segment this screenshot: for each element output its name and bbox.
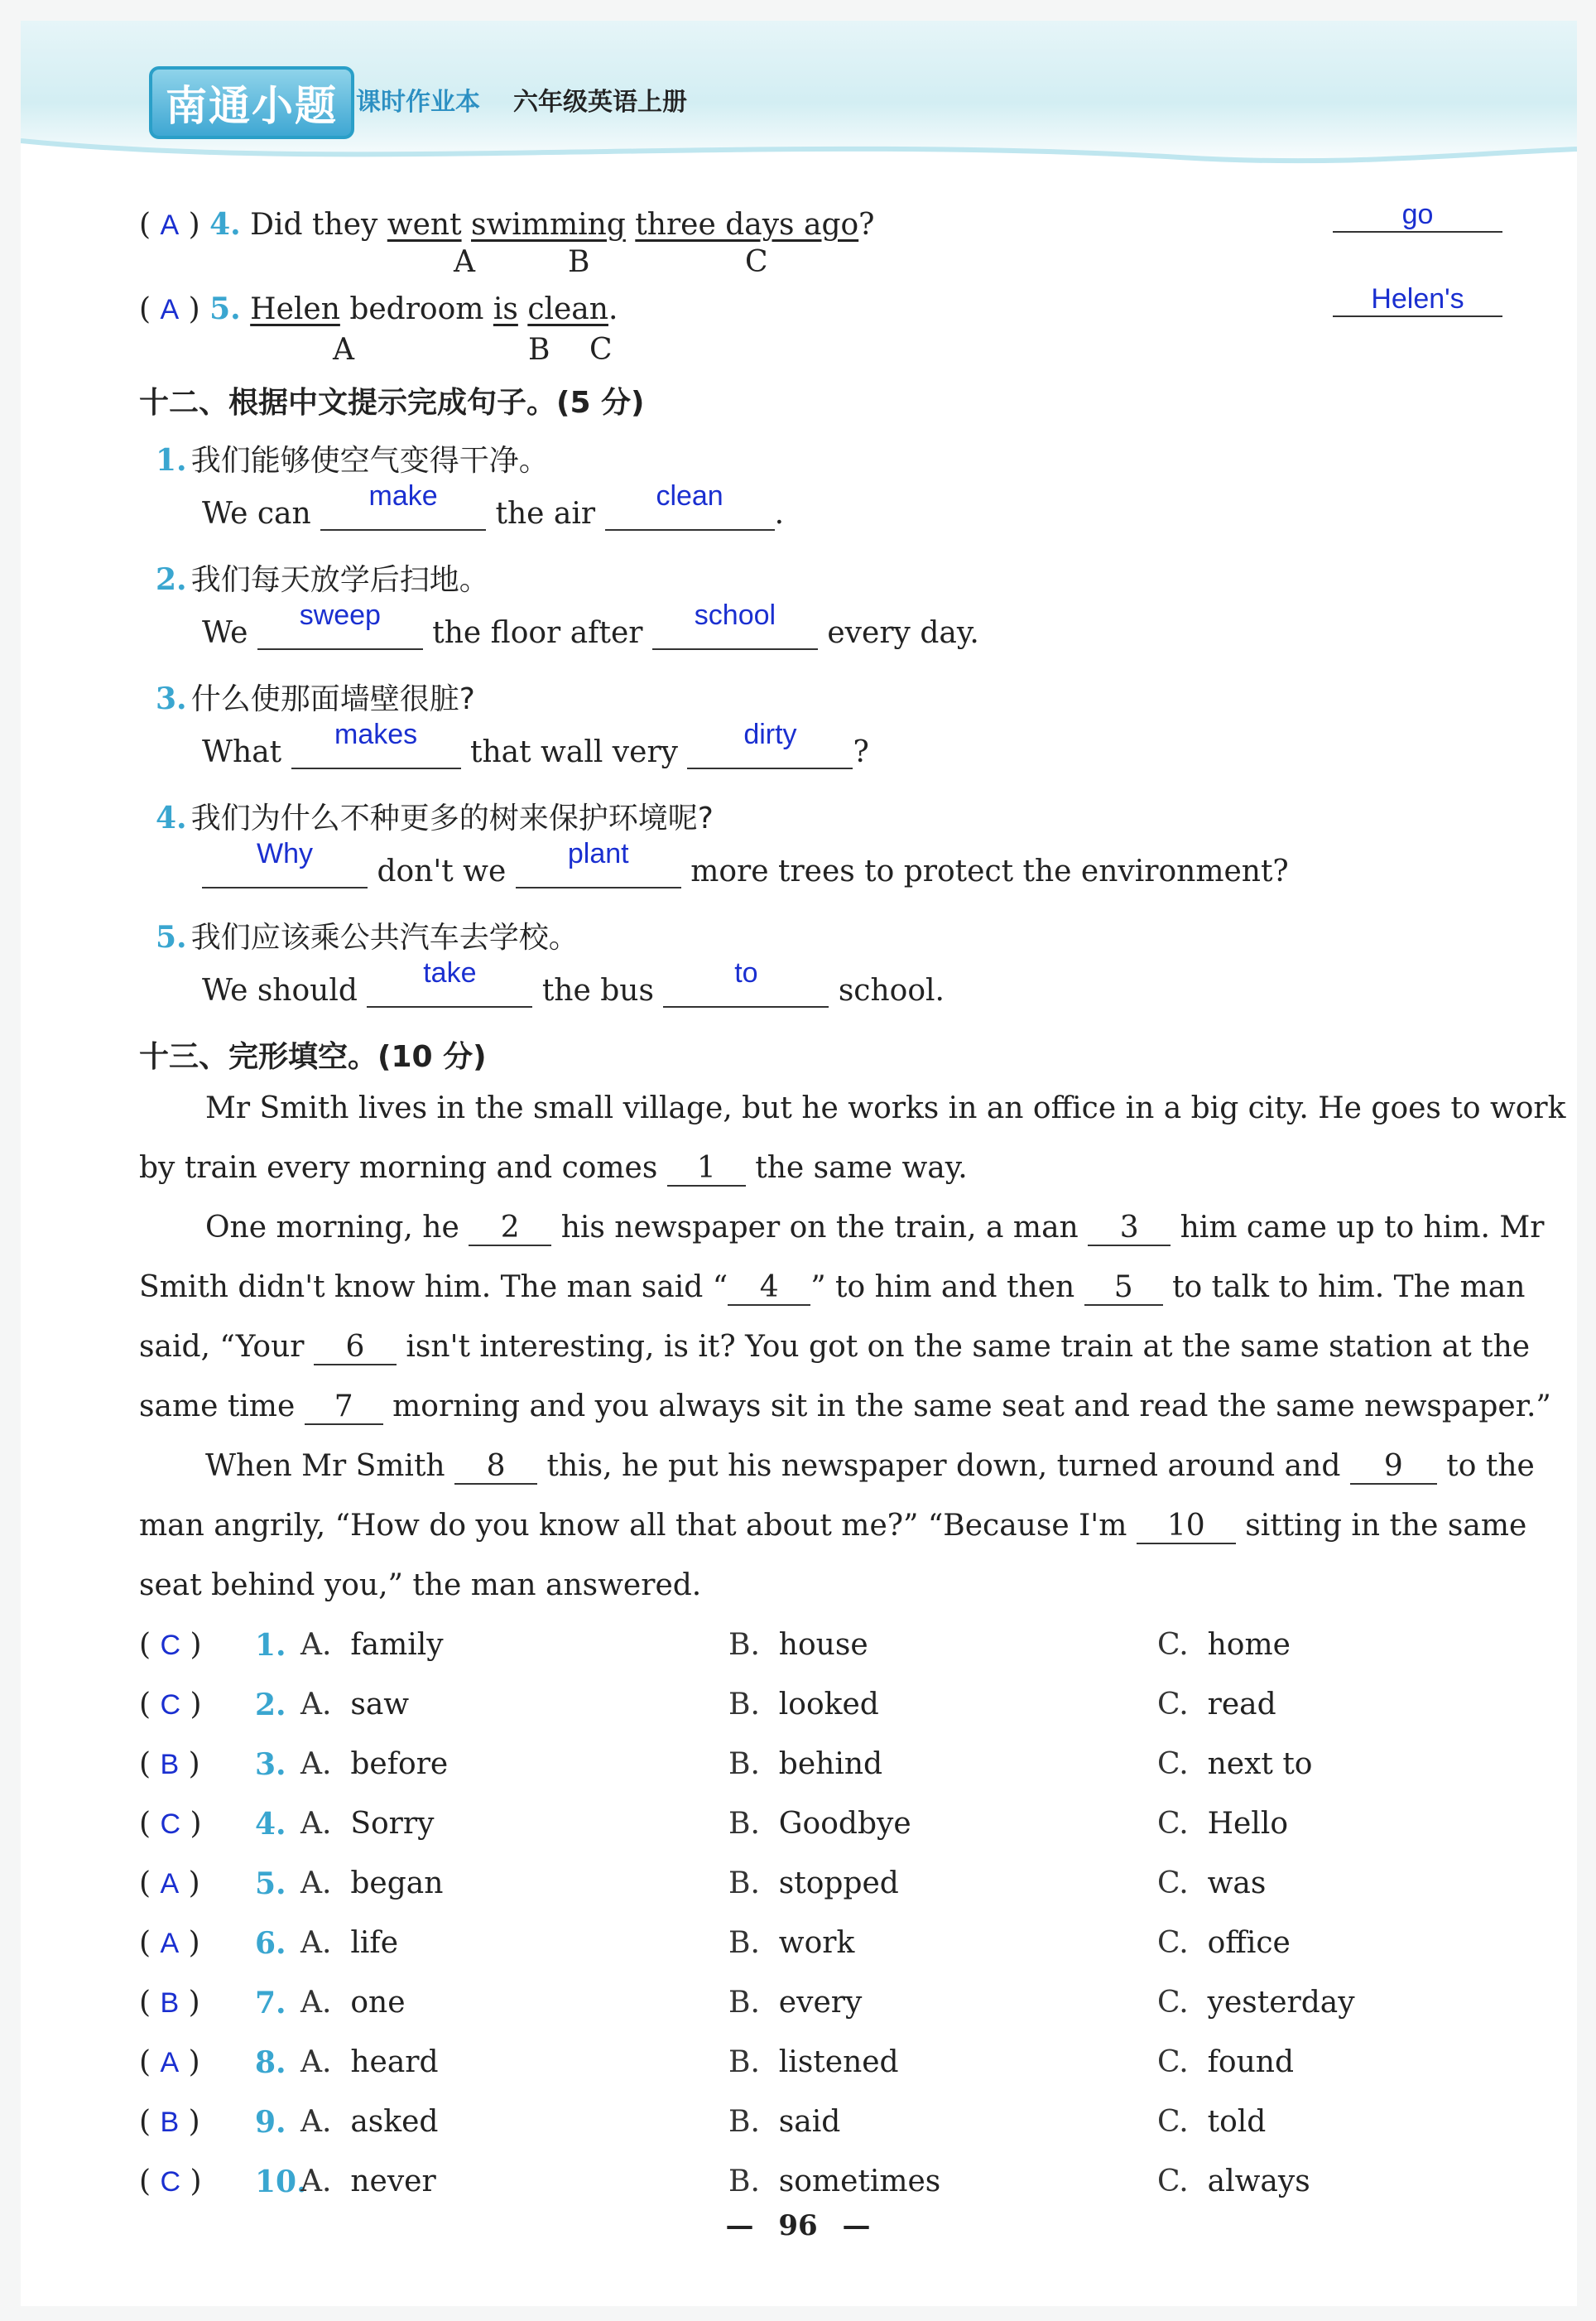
option-row: [139, 1628, 1513, 1678]
option-text: looked: [778, 1688, 879, 1721]
space: [626, 208, 635, 242]
chinese-prompt: 我们为什么不种更多的树来保护环境呢?: [190, 802, 714, 835]
option-label: B.: [728, 1986, 760, 2020]
cloze-blank: 7: [305, 1390, 383, 1425]
sentence-text: We can: [202, 497, 311, 531]
dash: —: [842, 2209, 871, 2242]
item-number: 5.: [156, 920, 187, 955]
option-label: A.: [300, 1747, 332, 1781]
logo: [149, 66, 354, 139]
header-title: 六年级英语上册: [513, 88, 687, 117]
item-number: 5.: [209, 291, 241, 326]
text: isn't interesting, is it? You got on the same train at the same station at the: [406, 1330, 1531, 1364]
option-label: C.: [1157, 1688, 1189, 1721]
answer: sweep: [299, 600, 381, 631]
blank: [320, 480, 486, 531]
sentence-text: that wall very: [470, 735, 678, 769]
sentence-text: don't we: [377, 855, 507, 888]
option-text: was: [1207, 1866, 1267, 1900]
answer-paren: ( B ): [139, 1986, 200, 2020]
cloze-blank: 1: [667, 1152, 746, 1187]
text: this, he put his newspaper down, turned around and: [546, 1449, 1341, 1483]
sentence-text: bedroom: [339, 292, 493, 326]
sentence-text: school.: [838, 974, 945, 1008]
sentence-text: the floor after: [432, 616, 643, 650]
text: sitting in the same: [1245, 1509, 1527, 1543]
option-text: home: [1207, 1628, 1291, 1662]
option-label: A.: [300, 2045, 332, 2079]
cloze-blank: 10: [1137, 1510, 1236, 1544]
option-text: began: [350, 1866, 444, 1900]
text: to talk to him. The man: [1172, 1270, 1526, 1304]
option-text: house: [778, 1628, 868, 1662]
answer-paren: ( C ): [139, 1628, 202, 1662]
cloze-line: Mr Smith lives in the small village, but he works in an office in a big city. He goes to work: [205, 1091, 1566, 1125]
label-c: C: [589, 333, 613, 367]
option-label: C.: [1157, 2045, 1189, 2079]
option-row: [139, 2105, 1513, 2155]
underlined-b: swimming: [471, 208, 626, 242]
option-b: [728, 2045, 899, 2079]
cloze-line: [139, 1270, 1525, 1306]
header-subtitle: 课时作业本: [356, 88, 480, 117]
s12-item-4-en: [202, 838, 1289, 888]
option-label: A.: [300, 1986, 332, 2020]
item-number: 5.: [255, 1866, 286, 1901]
option-text: one: [350, 1986, 406, 2020]
option-text: every: [778, 1986, 863, 2020]
option-label: A.: [300, 2105, 332, 2139]
blank: [291, 719, 461, 769]
answer-paren: ( B ): [139, 1747, 200, 1781]
logo-text: 南通小题: [166, 82, 338, 130]
option-a: [300, 2165, 436, 2198]
option-text: told: [1207, 2105, 1267, 2139]
item-number: 2.: [156, 562, 187, 597]
option-c: [1157, 2105, 1266, 2139]
option-label: C.: [1157, 1747, 1189, 1781]
answer: to: [734, 957, 758, 989]
answer: C: [160, 1808, 181, 1840]
item-number: 7.: [255, 1986, 286, 2020]
option-label: C.: [1157, 1986, 1189, 2020]
option-text: Sorry: [350, 1807, 435, 1841]
space: [462, 208, 471, 242]
label-c: C: [745, 245, 768, 279]
option-label: A.: [300, 2165, 332, 2198]
answer-paren: ( C ): [139, 1688, 202, 1721]
item-number: 4.: [209, 207, 241, 242]
option-label: B.: [728, 1688, 760, 1721]
error-item-4: ( A ) 4. Did they went swimming three days ago?: [139, 207, 875, 242]
item-number: 8.: [255, 2045, 286, 2080]
option-label: B.: [728, 1807, 760, 1841]
sentence-text: Did they: [250, 208, 387, 242]
option-label: C.: [1157, 1807, 1189, 1841]
answer: dirty: [743, 719, 797, 750]
option-text: always: [1207, 2165, 1310, 2198]
underlined-a: went: [387, 208, 462, 242]
chinese-prompt: 我们应该乘公共汽车去学校。: [190, 921, 579, 955]
option-b: [728, 1747, 882, 1781]
sentence-text: the air: [495, 497, 596, 531]
option-a: [300, 1986, 406, 2020]
option-c: [1157, 1926, 1291, 1960]
option-label: C.: [1157, 2105, 1189, 2139]
answer: Why: [257, 838, 313, 869]
option-text: saw: [350, 1688, 410, 1721]
item-number: 10.: [255, 2165, 307, 2199]
sentence-text: more trees to protect the environment?: [690, 855, 1289, 888]
option-a: [300, 1866, 443, 1900]
option-c: [1157, 1747, 1312, 1781]
option-label: B.: [728, 2045, 760, 2079]
item-number: 3.: [255, 1747, 286, 1782]
answer: A: [160, 1868, 180, 1900]
option-text: read: [1207, 1688, 1276, 1721]
label-a: A: [333, 333, 354, 367]
option-label: B.: [728, 2165, 760, 2198]
s12-item-2-zh: [156, 556, 489, 599]
cloze-line: seat behind you,” the man answered.: [139, 1568, 702, 1602]
option-c: [1157, 1986, 1355, 2020]
text: ” to him and then: [810, 1270, 1075, 1304]
option-a: [300, 1807, 434, 1841]
s12-item-4-zh: [156, 795, 714, 837]
option-text: stopped: [778, 1866, 899, 1900]
answer: clean: [656, 480, 723, 512]
dash: —: [725, 2209, 754, 2242]
option-row: [139, 2165, 1513, 2214]
option-label: C.: [1157, 2165, 1189, 2198]
text: morning and you always sit in the same seat and read the same newspaper.”: [392, 1389, 1551, 1423]
item-number: 2.: [255, 1688, 286, 1722]
option-text: life: [350, 1926, 398, 1960]
cloze-line: [139, 1330, 1530, 1365]
cloze-line: [139, 1509, 1526, 1544]
sentence-end: ?: [858, 208, 875, 242]
correction: Helen's: [1371, 283, 1464, 315]
option-row: [139, 2045, 1513, 2095]
text: him came up to him. Mr: [1180, 1211, 1545, 1245]
section-12-title: 十二、根据中文提示完成句子。(5 分): [139, 386, 645, 420]
text: One morning, he: [205, 1211, 459, 1245]
sentence-text: We should: [202, 974, 358, 1008]
chinese-prompt: 我们每天放学后扫地。: [190, 563, 489, 597]
item-number: 3.: [156, 681, 187, 716]
correction: go: [1401, 199, 1434, 230]
blank: [202, 838, 368, 888]
section-13-title: 十三、完形填空。(10 分): [139, 1040, 487, 1074]
answer: C: [160, 2166, 181, 2198]
answer: B: [160, 1987, 180, 2019]
blank: [605, 480, 775, 531]
option-c: [1157, 1688, 1276, 1721]
option-text: family: [350, 1628, 444, 1662]
underlined-c: clean: [527, 292, 608, 326]
answer: B: [160, 2107, 180, 2138]
page-number-value: 96: [778, 2209, 818, 2242]
option-row: [139, 1688, 1513, 1737]
blank: [687, 719, 853, 769]
sentence-text: We: [202, 616, 248, 650]
text: same time: [139, 1389, 296, 1423]
option-text: next to: [1207, 1747, 1313, 1781]
option-c: [1157, 1628, 1291, 1662]
answer-paren: ( A ): [139, 2045, 200, 2079]
label-b: B: [528, 333, 550, 367]
option-row: [139, 1747, 1513, 1797]
option-b: [728, 1926, 854, 1960]
answer: A: [160, 2047, 180, 2078]
option-c: [1157, 2045, 1294, 2079]
answer-paren: ( A ): [139, 1926, 200, 1960]
chinese-prompt: 什么使那面墙壁很脏?: [190, 682, 475, 716]
error-item-5: ( A ) 5. Helen bedroom is clean.: [139, 291, 618, 326]
sentence-text: What: [202, 735, 282, 769]
option-label: B.: [728, 1628, 760, 1662]
s12-item-1-zh: [156, 437, 549, 479]
answer: make: [368, 480, 438, 512]
cloze-blank: 9: [1350, 1450, 1437, 1485]
cloze-blank: 5: [1084, 1271, 1163, 1306]
option-text: Goodbye: [778, 1807, 911, 1841]
option-a: [300, 1628, 444, 1662]
option-row: [139, 1926, 1513, 1976]
s12-item-2-en: [202, 600, 979, 650]
option-label: A.: [300, 1926, 332, 1960]
option-text: Hello: [1207, 1807, 1289, 1841]
option-label: B.: [728, 1747, 760, 1781]
option-text: behind: [778, 1747, 883, 1781]
text: When Mr Smith: [205, 1449, 445, 1483]
cloze-line: [139, 1151, 968, 1187]
option-row: [139, 1807, 1513, 1856]
label-a: A: [454, 245, 475, 279]
option-text: asked: [350, 2105, 439, 2139]
option-label: A.: [300, 1866, 332, 1900]
blank: [652, 600, 818, 650]
sentence-text: every day.: [827, 616, 979, 650]
option-c: [1157, 1866, 1266, 1900]
text: said, “Your: [139, 1330, 305, 1364]
option-label: A.: [300, 1688, 332, 1721]
answer: A: [160, 294, 180, 325]
item-number: 1.: [156, 443, 187, 478]
chinese-prompt: 我们能够使空气变得干净。: [190, 444, 549, 478]
option-text: listened: [778, 2045, 899, 2079]
page-number: [0, 2209, 1596, 2242]
answer: C: [160, 1630, 181, 1661]
option-b: [728, 1986, 862, 2020]
text: man angrily, “How do you know all that about me?” “Because I'm: [139, 1509, 1127, 1543]
blank: [663, 957, 829, 1008]
s12-item-5-zh: [156, 914, 579, 956]
option-text: yesterday: [1207, 1986, 1355, 2020]
underlined-b: is: [493, 292, 518, 326]
cloze-line: [205, 1211, 1544, 1246]
cloze-blank: 8: [454, 1450, 537, 1485]
option-a: [300, 1926, 398, 1960]
option-b: [728, 2105, 840, 2139]
answer-paren: ( A ): [139, 1866, 200, 1900]
cloze-blank: 6: [314, 1331, 397, 1365]
s12-item-5-en: [202, 957, 945, 1008]
text: his newspaper on the train, a man: [560, 1211, 1079, 1245]
item-number: 4.: [156, 801, 187, 835]
answer: A: [160, 209, 180, 241]
option-label: A.: [300, 1807, 332, 1841]
answer: plant: [567, 838, 629, 869]
option-a: [300, 1688, 409, 1721]
option-label: B.: [728, 1866, 760, 1900]
correction-blank: [1333, 283, 1502, 317]
sentence-text: .: [774, 497, 785, 531]
cloze-line: [139, 1389, 1551, 1425]
option-b: [728, 1807, 911, 1841]
option-b: [728, 1866, 899, 1900]
option-text: office: [1207, 1926, 1291, 1960]
cloze-blank: 2: [469, 1211, 551, 1246]
answer-paren: ( C ): [139, 1807, 202, 1841]
option-label: B.: [728, 1926, 760, 1960]
option-row: [139, 1866, 1513, 1916]
sentence-text: the bus: [541, 974, 654, 1008]
option-text: heard: [350, 2045, 439, 2079]
option-b: [728, 1688, 879, 1721]
label-b: B: [568, 245, 590, 279]
item-number: 1.: [255, 1628, 286, 1663]
option-text: sometimes: [778, 2165, 941, 2198]
option-label: C.: [1157, 1926, 1189, 1960]
option-label: A.: [300, 1628, 332, 1662]
underlined-c: three days ago: [635, 208, 859, 242]
cloze-blank: 3: [1088, 1211, 1171, 1246]
option-text: before: [350, 1747, 449, 1781]
answer: A: [160, 1928, 180, 1959]
blank: [516, 838, 681, 888]
cloze-line: [205, 1449, 1535, 1485]
option-a: [300, 2105, 438, 2139]
answer: take: [423, 957, 477, 989]
text: to the: [1446, 1449, 1535, 1483]
s12-item-1-en: [202, 480, 785, 531]
underlined-a: Helen: [250, 292, 340, 326]
option-text: said: [778, 2105, 841, 2139]
sentence-end: .: [608, 292, 618, 326]
cloze-blank: 4: [728, 1271, 810, 1306]
option-a: [300, 1747, 448, 1781]
answer: C: [160, 1689, 181, 1721]
answer: B: [160, 1749, 180, 1780]
item-number: 6.: [255, 1926, 286, 1961]
answer-paren: ( B ): [139, 2105, 200, 2139]
blank: [367, 957, 532, 1008]
answer: school: [694, 600, 776, 631]
option-b: [728, 2165, 940, 2198]
answer: makes: [334, 719, 418, 750]
blank: [257, 600, 423, 650]
option-c: [1157, 1807, 1288, 1841]
option-label: B.: [728, 2105, 760, 2139]
text: Smith didn't know him. The man said “: [139, 1270, 728, 1304]
option-row: [139, 1986, 1513, 2035]
option-c: [1157, 2165, 1310, 2198]
option-label: C.: [1157, 1866, 1189, 1900]
option-text: work: [778, 1926, 855, 1960]
item-number: 4.: [255, 1807, 286, 1842]
answer-paren: ( C ): [139, 2165, 202, 2198]
option-label: C.: [1157, 1628, 1189, 1662]
item-number: 9.: [255, 2105, 286, 2140]
option-text: found: [1207, 2045, 1295, 2079]
s12-item-3-en: [202, 719, 869, 769]
text: by train every morning and comes: [139, 1151, 658, 1185]
text: the same way.: [755, 1151, 968, 1185]
option-a: [300, 2045, 439, 2079]
option-b: [728, 1628, 868, 1662]
correction-blank: [1333, 199, 1502, 233]
option-text: never: [350, 2165, 436, 2198]
s12-item-3-zh: [156, 676, 475, 718]
sentence-text: ?: [853, 735, 869, 769]
space: [518, 292, 527, 326]
